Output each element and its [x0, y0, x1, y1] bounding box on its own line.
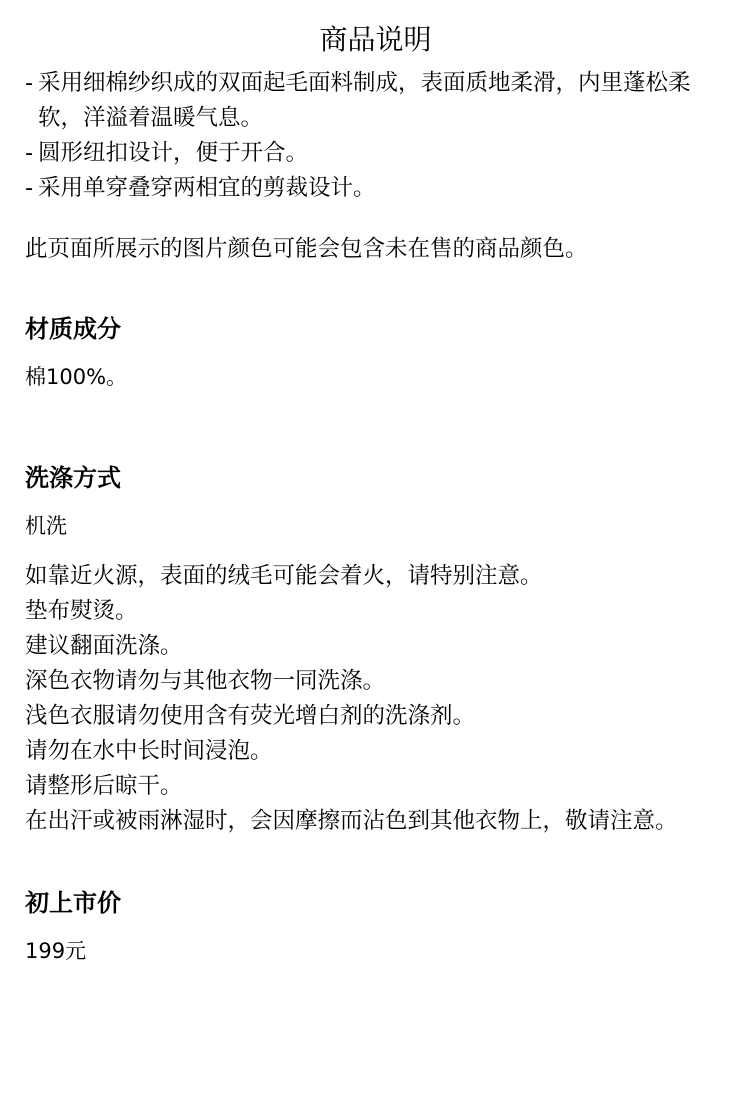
care-instruction: 浅色衣服请勿使用含有荧光增白剂的洗涤剂。 [25, 703, 476, 729]
care-instruction: 如靠近火源，表面的绒毛可能会着火，请特别注意。 [25, 563, 543, 589]
care-instruction: 深色衣物请勿与其他衣物一同洗涤。 [25, 668, 386, 694]
feature-item [25, 171, 726, 206]
care-instructions-list [25, 559, 726, 839]
washing-method: 机洗 [25, 514, 67, 538]
care-instruction: 垫布熨烫。 [25, 598, 138, 624]
care-instruction: 请整形后晾干。 [25, 773, 183, 799]
page-title: 商品说明 [319, 23, 432, 56]
care-instruction: 在出汗或被雨淋湿时，会因摩擦而沾色到其他衣物上，敬请注意。 [25, 808, 678, 834]
bullet-marker: - [25, 70, 34, 96]
feature-item [25, 66, 726, 136]
care-instruction: 建议翻面洗涤。 [25, 633, 183, 659]
feature-item [25, 136, 726, 171]
price-value: 199元 [25, 939, 87, 963]
feature-text: 采用细棉纱织成的双面起毛面料制成，表面质地柔滑，内里蓬松柔软，洋溢着温暖气息。 [38, 70, 691, 131]
washing-heading: 洗涤方式 [25, 464, 121, 492]
bullet-marker: - [25, 140, 34, 166]
color-disclaimer: 此页面所展示的图片颜色可能会包含未在售的商品颜色。 [25, 236, 588, 262]
bullet-marker: - [25, 175, 34, 201]
feature-text: 圆形纽扣设计，便于开合。 [38, 140, 309, 166]
feature-text: 采用单穿叠穿两相宜的剪裁设计。 [38, 175, 376, 201]
feature-list [25, 66, 726, 206]
care-instruction: 请勿在水中长时间浸泡。 [25, 738, 273, 764]
material-value: 棉100%。 [25, 365, 128, 389]
material-heading: 材质成分 [25, 315, 121, 343]
price-heading: 初上市价 [25, 889, 121, 917]
